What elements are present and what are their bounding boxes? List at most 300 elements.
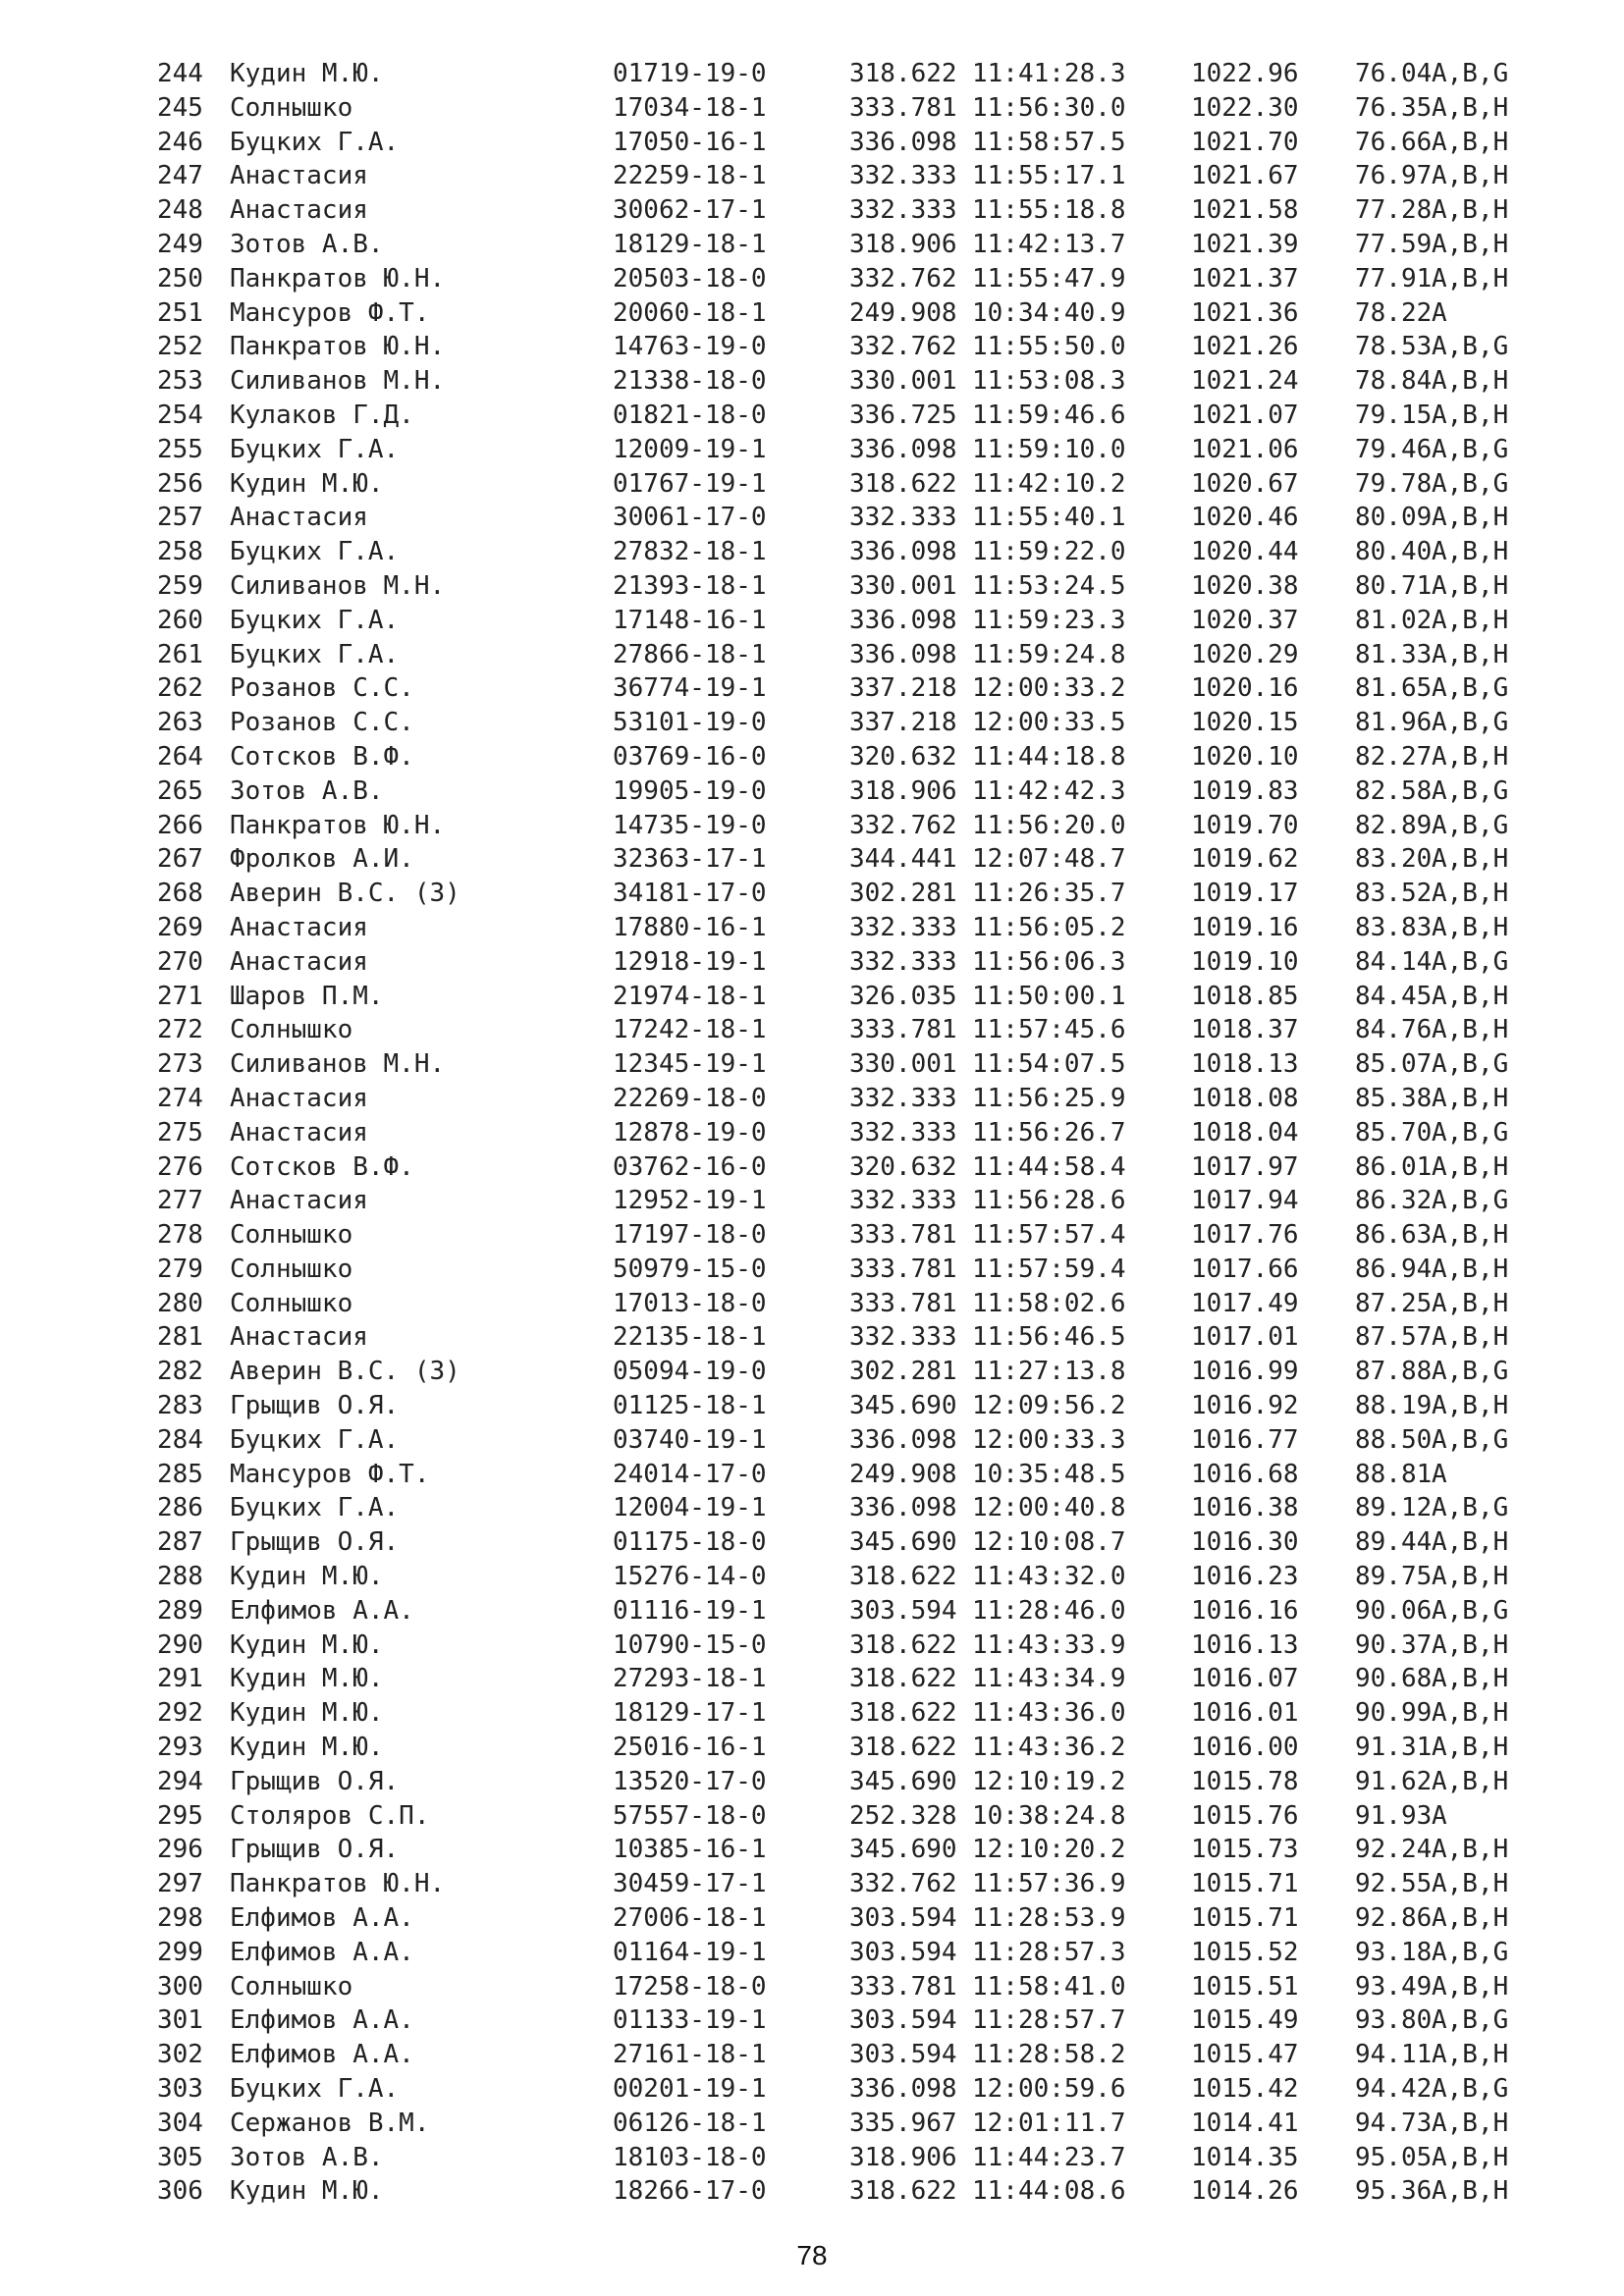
cell-points: 85.07 [1355,1049,1433,1080]
cell-place: 285 [157,1459,203,1489]
cell-speed: 1021.24 [1191,366,1299,397]
cell-fancier-name: Кудин М.Ю. [230,1664,384,1694]
cell-ring-number: 05094-19-0 [613,1357,767,1387]
cell-ring-number: 01821-18-0 [613,400,767,430]
cell-speed: 1016.77 [1191,1424,1299,1455]
cell-fancier-name: Столяров С.П. [230,1800,430,1831]
cell-categories: A [1432,1459,1447,1489]
cell-place: 247 [157,161,203,191]
cell-ring-number: 18103-18-0 [613,2142,767,2172]
cell-categories: A,B,G [1432,1049,1509,1080]
cell-categories: A,B,H [1432,1288,1509,1318]
cell-speed: 1020.16 [1191,673,1299,704]
cell-points: 81.65 [1355,673,1433,704]
cell-arrival-time: 11:26:35.7 [972,879,1126,909]
cell-ring-number: 22135-18-1 [613,1322,767,1353]
cell-points: 84.14 [1355,946,1433,977]
cell-arrival-time: 12:01:11.7 [972,2108,1126,2138]
cell-speed: 1020.38 [1191,570,1299,601]
cell-arrival-time: 11:28:57.3 [972,1937,1126,1967]
cell-categories: A,B,G [1432,673,1509,704]
cell-fancier-name: Грыщив О.Я. [230,1766,400,1796]
cell-distance: 318.906 [849,229,957,259]
cell-ring-number: 20060-18-1 [613,297,767,328]
cell-fancier-name: Буцких Г.А. [230,2074,400,2105]
cell-points: 92.24 [1355,1835,1433,1865]
cell-categories: A,B,H [1432,981,1509,1011]
cell-points: 84.45 [1355,981,1433,1011]
cell-fancier-name: Кудин М.Ю. [230,1562,384,1592]
cell-fancier-name: Зотов А.В. [230,775,384,806]
cell-arrival-time: 11:59:23.3 [972,605,1126,635]
cell-ring-number: 15276-14-0 [613,1562,767,1592]
cell-categories: A,B,G [1432,1595,1509,1626]
cell-speed: 1015.73 [1191,1835,1299,1865]
cell-fancier-name: Буцких Г.А. [230,537,400,567]
cell-place: 254 [157,400,203,430]
cell-points: 84.76 [1355,1015,1433,1045]
cell-speed: 1015.52 [1191,1937,1299,1967]
cell-distance: 332.333 [849,503,957,533]
cell-ring-number: 17034-18-1 [613,92,767,123]
cell-points: 91.31 [1355,1733,1433,1763]
cell-points: 88.81 [1355,1459,1433,1489]
cell-points: 76.35 [1355,92,1433,123]
cell-place: 252 [157,332,203,362]
cell-place: 259 [157,570,203,601]
cell-place: 304 [157,2108,203,2138]
cell-categories: A,B,H [1432,1698,1509,1729]
cell-arrival-time: 12:00:59.6 [972,2074,1126,2105]
cell-distance: 336.098 [849,1424,957,1455]
cell-ring-number: 01133-19-1 [613,2005,767,2036]
page-number: 78 [796,2240,828,2270]
cell-ring-number: 12878-19-0 [613,1117,767,1148]
cell-categories: A,B,H [1432,537,1509,567]
cell-ring-number: 18129-17-1 [613,1698,767,1729]
cell-arrival-time: 11:42:10.2 [972,468,1126,499]
cell-speed: 1018.04 [1191,1117,1299,1148]
cell-ring-number: 06126-18-1 [613,2108,767,2138]
cell-arrival-time: 11:59:22.0 [972,537,1126,567]
cell-distance: 318.622 [849,1733,957,1763]
cell-place: 299 [157,1937,203,1967]
cell-distance: 333.781 [849,1971,957,2002]
cell-fancier-name: Анастасия [230,195,368,226]
cell-distance: 318.906 [849,775,957,806]
cell-categories: A,B,G [1432,1117,1509,1148]
cell-place: 255 [157,434,203,464]
cell-distance: 336.098 [849,537,957,567]
cell-ring-number: 27832-18-1 [613,537,767,567]
cell-distance: 332.333 [849,912,957,942]
cell-speed: 1014.41 [1191,2108,1299,2138]
cell-categories: A,B,H [1432,1015,1509,1045]
cell-speed: 1017.94 [1191,1186,1299,1216]
cell-fancier-name: Елфимов А.А. [230,2040,414,2070]
cell-fancier-name: Панкратов Ю.Н. [230,810,446,840]
cell-ring-number: 01767-19-1 [613,468,767,499]
cell-distance: 336.098 [849,639,957,669]
cell-fancier-name: Сержанов В.М. [230,2108,430,2138]
cell-distance: 318.622 [849,1629,957,1660]
cell-arrival-time: 11:42:13.7 [972,229,1126,259]
cell-ring-number: 27866-18-1 [613,639,767,669]
cell-place: 288 [157,1562,203,1592]
cell-categories: A,B,H [1432,2176,1509,2207]
cell-ring-number: 17242-18-1 [613,1015,767,1045]
cell-distance: 345.690 [849,1766,957,1796]
cell-points: 91.62 [1355,1766,1433,1796]
cell-points: 78.22 [1355,297,1433,328]
cell-distance: 336.098 [849,127,957,157]
cell-arrival-time: 11:28:57.7 [972,2005,1126,2036]
cell-ring-number: 03762-16-0 [613,1151,767,1182]
cell-distance: 332.762 [849,263,957,294]
cell-categories: A,B,H [1432,1220,1509,1251]
cell-speed: 1022.30 [1191,92,1299,123]
cell-distance: 333.781 [849,1288,957,1318]
cell-arrival-time: 11:44:58.4 [972,1151,1126,1182]
cell-place: 253 [157,366,203,397]
cell-fancier-name: Зотов А.В. [230,229,384,259]
cell-arrival-time: 11:54:07.5 [972,1049,1126,1080]
cell-distance: 333.781 [849,1254,957,1284]
cell-arrival-time: 11:57:36.9 [972,1869,1126,1899]
cell-fancier-name: Шаров П.М. [230,981,384,1011]
cell-fancier-name: Кудин М.Ю. [230,1629,384,1660]
cell-fancier-name: Розанов С.С. [230,708,414,738]
cell-speed: 1014.26 [1191,2176,1299,2207]
cell-distance: 345.690 [849,1527,957,1558]
cell-fancier-name: Буцких Г.А. [230,1493,400,1523]
cell-ring-number: 12952-19-1 [613,1186,767,1216]
cell-place: 292 [157,1698,203,1729]
cell-categories: A,B,H [1432,229,1509,259]
cell-place: 257 [157,503,203,533]
cell-categories: A,B,H [1432,1562,1509,1592]
cell-arrival-time: 10:38:24.8 [972,1800,1126,1831]
cell-arrival-time: 12:10:19.2 [972,1766,1126,1796]
cell-distance: 335.967 [849,2108,957,2138]
cell-fancier-name: Кулаков Г.Д. [230,400,414,430]
cell-points: 94.11 [1355,2040,1433,2070]
cell-ring-number: 21974-18-1 [613,981,767,1011]
cell-distance: 330.001 [849,1049,957,1080]
cell-place: 273 [157,1049,203,1080]
cell-distance: 332.333 [849,1186,957,1216]
cell-categories: A,B,G [1432,1937,1509,1967]
cell-ring-number: 53101-19-0 [613,708,767,738]
cell-place: 258 [157,537,203,567]
cell-fancier-name: Розанов С.С. [230,673,414,704]
cell-points: 81.96 [1355,708,1433,738]
cell-speed: 1021.07 [1191,400,1299,430]
cell-fancier-name: Анастасия [230,1117,368,1148]
cell-speed: 1016.00 [1191,1733,1299,1763]
cell-place: 296 [157,1835,203,1865]
cell-place: 301 [157,2005,203,2036]
cell-points: 86.01 [1355,1151,1433,1182]
cell-arrival-time: 11:55:47.9 [972,263,1126,294]
cell-arrival-time: 11:56:28.6 [972,1186,1126,1216]
cell-speed: 1021.39 [1191,229,1299,259]
cell-speed: 1019.83 [1191,775,1299,806]
cell-place: 260 [157,605,203,635]
cell-ring-number: 01175-18-0 [613,1527,767,1558]
cell-ring-number: 30459-17-1 [613,1869,767,1899]
cell-fancier-name: Аверин В.С. (З) [230,1357,460,1387]
cell-fancier-name: Елфимов А.А. [230,1937,414,1967]
cell-points: 76.04 [1355,59,1433,88]
cell-categories: A,B,H [1432,844,1509,875]
cell-points: 94.42 [1355,2074,1433,2105]
cell-distance: 336.098 [849,605,957,635]
cell-arrival-time: 12:00:40.8 [972,1493,1126,1523]
cell-fancier-name: Сотсков В.Ф. [230,1151,414,1182]
cell-arrival-time: 11:56:06.3 [972,946,1126,977]
cell-speed: 1015.47 [1191,2040,1299,2070]
cell-arrival-time: 12:00:33.3 [972,1424,1126,1455]
cell-points: 77.59 [1355,229,1433,259]
cell-points: 91.93 [1355,1800,1433,1831]
cell-arrival-time: 11:56:05.2 [972,912,1126,942]
cell-distance: 303.594 [849,1937,957,1967]
cell-points: 78.84 [1355,366,1433,397]
cell-ring-number: 18129-18-1 [613,229,767,259]
cell-speed: 1020.44 [1191,537,1299,567]
cell-categories: A,B,G [1432,775,1509,806]
cell-arrival-time: 12:09:56.2 [972,1391,1126,1421]
cell-points: 77.28 [1355,195,1433,226]
cell-distance: 336.098 [849,2074,957,2105]
cell-arrival-time: 11:57:45.6 [972,1015,1126,1045]
cell-speed: 1019.10 [1191,946,1299,977]
cell-ring-number: 13520-17-0 [613,1766,767,1796]
cell-speed: 1016.07 [1191,1664,1299,1694]
cell-points: 77.91 [1355,263,1433,294]
cell-speed: 1020.67 [1191,468,1299,499]
cell-arrival-time: 12:10:20.2 [972,1835,1126,1865]
cell-speed: 1021.36 [1191,297,1299,328]
cell-place: 264 [157,741,203,772]
cell-distance: 333.781 [849,92,957,123]
cell-categories: A,B,H [1432,127,1509,157]
cell-points: 83.52 [1355,879,1433,909]
cell-place: 290 [157,1629,203,1660]
cell-speed: 1016.38 [1191,1493,1299,1523]
cell-fancier-name: Панкратов Ю.Н. [230,332,446,362]
cell-speed: 1021.26 [1191,332,1299,362]
cell-speed: 1020.37 [1191,605,1299,635]
cell-distance: 344.441 [849,844,957,875]
cell-place: 270 [157,946,203,977]
cell-ring-number: 57557-18-0 [613,1800,767,1831]
cell-distance: 320.632 [849,741,957,772]
cell-fancier-name: Буцких Г.А. [230,434,400,464]
cell-speed: 1015.71 [1191,1869,1299,1899]
cell-points: 85.38 [1355,1083,1433,1113]
cell-ring-number: 25016-16-1 [613,1733,767,1763]
cell-points: 87.88 [1355,1357,1433,1387]
cell-arrival-time: 12:00:33.5 [972,708,1126,738]
cell-place: 244 [157,59,203,88]
cell-categories: A,B,H [1432,1664,1509,1694]
cell-ring-number: 03769-16-0 [613,741,767,772]
cell-distance: 332.333 [849,1117,957,1148]
cell-speed: 1015.76 [1191,1800,1299,1831]
cell-distance: 332.333 [849,195,957,226]
cell-place: 300 [157,1971,203,2002]
cell-speed: 1016.68 [1191,1459,1299,1489]
cell-speed: 1019.16 [1191,912,1299,942]
cell-place: 266 [157,810,203,840]
cell-place: 249 [157,229,203,259]
cell-speed: 1016.92 [1191,1391,1299,1421]
cell-speed: 1015.71 [1191,1903,1299,1934]
cell-ring-number: 32363-17-1 [613,844,767,875]
cell-arrival-time: 11:55:18.8 [972,195,1126,226]
cell-fancier-name: Кудин М.Ю. [230,1733,384,1763]
cell-place: 297 [157,1869,203,1899]
cell-speed: 1016.16 [1191,1595,1299,1626]
cell-arrival-time: 11:50:00.1 [972,981,1126,1011]
cell-place: 246 [157,127,203,157]
cell-speed: 1020.46 [1191,503,1299,533]
cell-fancier-name: Анастасия [230,1186,368,1216]
cell-categories: A,B,G [1432,708,1509,738]
cell-distance: 345.690 [849,1391,957,1421]
cell-categories: A,B,G [1432,1424,1509,1455]
cell-categories: A,B,H [1432,1869,1509,1899]
cell-speed: 1018.37 [1191,1015,1299,1045]
cell-points: 90.99 [1355,1698,1433,1729]
cell-points: 94.73 [1355,2108,1433,2138]
cell-categories: A,B,H [1432,1151,1509,1182]
cell-fancier-name: Аверин В.С. (З) [230,879,460,909]
cell-speed: 1016.30 [1191,1527,1299,1558]
cell-points: 82.58 [1355,775,1433,806]
cell-points: 89.44 [1355,1527,1433,1558]
cell-points: 85.70 [1355,1117,1433,1148]
cell-arrival-time: 11:59:46.6 [972,400,1126,430]
cell-fancier-name: Анастасия [230,161,368,191]
cell-place: 245 [157,92,203,123]
cell-points: 81.02 [1355,605,1433,635]
cell-arrival-time: 11:56:30.0 [972,92,1126,123]
cell-fancier-name: Елфимов А.А. [230,2005,414,2036]
cell-categories: A,B,G [1432,946,1509,977]
cell-points: 83.20 [1355,844,1433,875]
cell-distance: 320.632 [849,1151,957,1182]
cell-place: 291 [157,1664,203,1694]
cell-points: 88.50 [1355,1424,1433,1455]
cell-place: 275 [157,1117,203,1148]
cell-distance: 336.098 [849,1493,957,1523]
cell-arrival-time: 11:56:20.0 [972,810,1126,840]
cell-speed: 1017.01 [1191,1322,1299,1353]
cell-arrival-time: 11:43:36.2 [972,1733,1126,1763]
cell-points: 80.09 [1355,503,1433,533]
cell-arrival-time: 11:53:24.5 [972,570,1126,601]
cell-points: 87.25 [1355,1288,1433,1318]
cell-place: 256 [157,468,203,499]
cell-ring-number: 22269-18-0 [613,1083,767,1113]
cell-place: 263 [157,708,203,738]
cell-ring-number: 17050-16-1 [613,127,767,157]
cell-distance: 318.622 [849,2176,957,2207]
cell-speed: 1017.97 [1191,1151,1299,1182]
cell-place: 262 [157,673,203,704]
cell-place: 251 [157,297,203,328]
cell-points: 81.33 [1355,639,1433,669]
cell-categories: A,B,H [1432,161,1509,191]
cell-points: 92.86 [1355,1903,1433,1934]
cell-distance: 332.333 [849,1322,957,1353]
cell-distance: 345.690 [849,1835,957,1865]
cell-ring-number: 21338-18-0 [613,366,767,397]
cell-ring-number: 21393-18-1 [613,570,767,601]
cell-categories: A,B,H [1432,639,1509,669]
cell-place: 265 [157,775,203,806]
cell-place: 274 [157,1083,203,1113]
cell-categories: A,B,H [1432,605,1509,635]
cell-ring-number: 17148-16-1 [613,605,767,635]
cell-arrival-time: 11:43:32.0 [972,1562,1126,1592]
cell-place: 278 [157,1220,203,1251]
cell-fancier-name: Панкратов Ю.Н. [230,263,446,294]
cell-points: 95.36 [1355,2176,1433,2207]
cell-categories: A,B,H [1432,1733,1509,1763]
cell-categories: A,B,H [1432,1629,1509,1660]
cell-ring-number: 01116-19-1 [613,1595,767,1626]
cell-ring-number: 01125-18-1 [613,1391,767,1421]
cell-speed: 1019.62 [1191,844,1299,875]
cell-arrival-time: 11:43:33.9 [972,1629,1126,1660]
cell-speed: 1018.13 [1191,1049,1299,1080]
cell-speed: 1016.01 [1191,1698,1299,1729]
cell-place: 294 [157,1766,203,1796]
cell-speed: 1016.99 [1191,1357,1299,1387]
cell-categories: A,B,G [1432,2005,1509,2036]
cell-categories: A,B,H [1432,912,1509,942]
cell-ring-number: 19905-19-0 [613,775,767,806]
cell-place: 287 [157,1527,203,1558]
cell-fancier-name: Панкратов Ю.Н. [230,1869,446,1899]
cell-place: 286 [157,1493,203,1523]
cell-speed: 1018.08 [1191,1083,1299,1113]
cell-points: 89.75 [1355,1562,1433,1592]
cell-points: 86.63 [1355,1220,1433,1251]
cell-speed: 1021.37 [1191,263,1299,294]
cell-categories: A,B,G [1432,1493,1509,1523]
cell-categories: A,B,H [1432,879,1509,909]
cell-categories: A,B,G [1432,2074,1509,2105]
cell-distance: 337.218 [849,673,957,704]
cell-points: 82.89 [1355,810,1433,840]
cell-arrival-time: 12:07:48.7 [972,844,1126,875]
cell-fancier-name: Зотов А.В. [230,2142,384,2172]
cell-categories: A,B,H [1432,1083,1509,1113]
cell-arrival-time: 11:58:41.0 [972,1971,1126,2002]
cell-fancier-name: Мансуров Ф.Т. [230,1459,430,1489]
cell-arrival-time: 12:10:08.7 [972,1527,1126,1558]
cell-categories: A,B,H [1432,1971,1509,2002]
cell-fancier-name: Силиванов М.Н. [230,1049,446,1080]
cell-points: 88.19 [1355,1391,1433,1421]
cell-arrival-time: 11:42:42.3 [972,775,1126,806]
cell-distance: 249.908 [849,297,957,328]
